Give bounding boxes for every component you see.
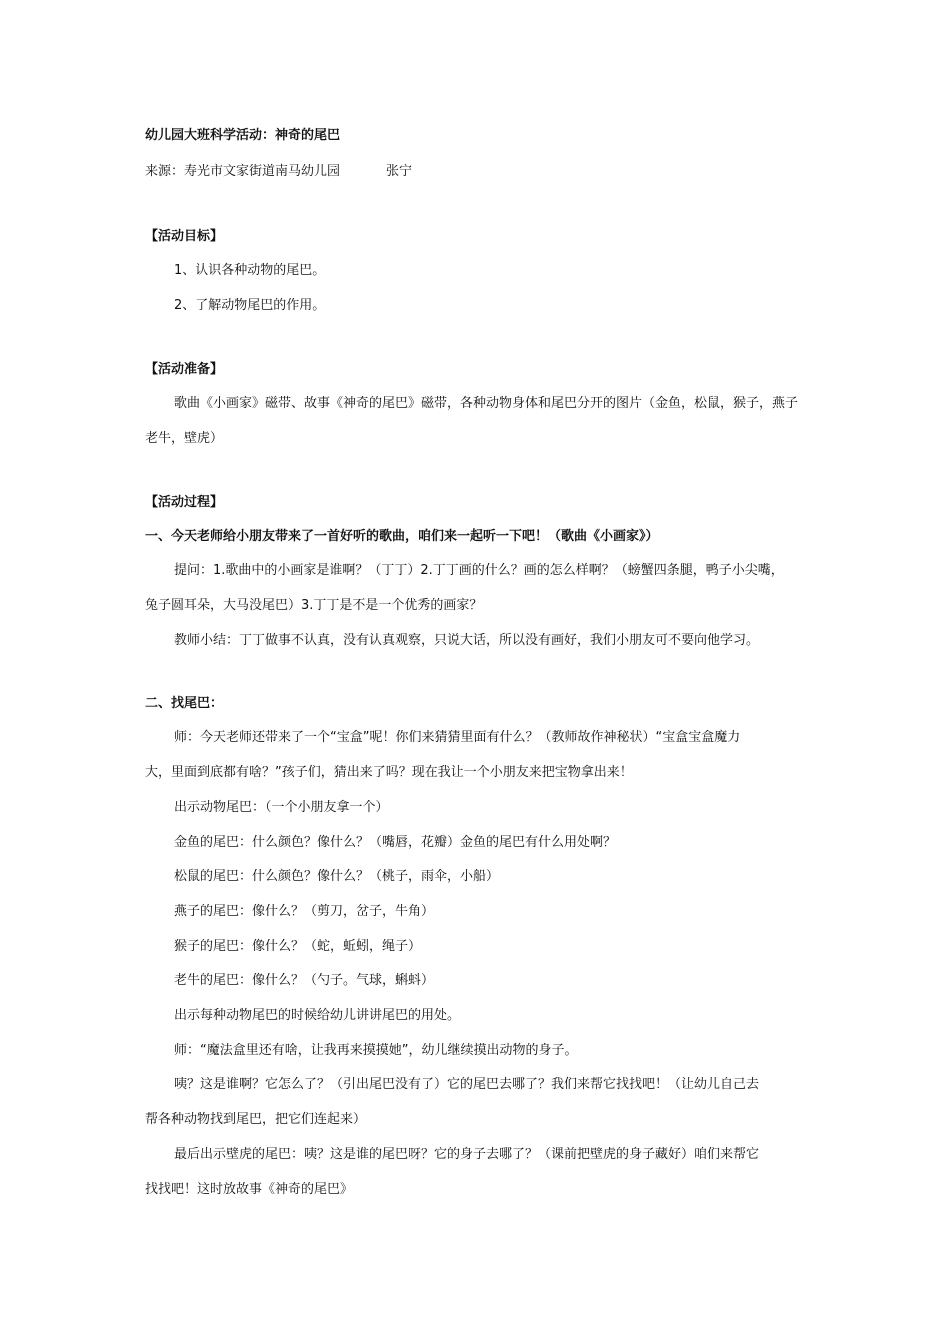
paragraph-line: 大，里面到底都有啥？”孩子们，猜出来了吗？现在我让一个小朋友来把宝物拿出来！ bbox=[145, 765, 633, 780]
section1-heading: 一、今天老师给小朋友带来了一首好听的歌曲，咱们来一起听一下吧！（歌曲《小画家》） bbox=[145, 529, 659, 544]
goal-item: 1、认识各种动物的尾巴。 bbox=[174, 263, 326, 278]
preparation-text: 老牛，壁虎） bbox=[145, 431, 224, 446]
document-title: 幼儿园大班科学活动：神奇的尾巴 bbox=[145, 128, 341, 143]
author-name: 张宁 bbox=[386, 164, 413, 179]
paragraph-line: 兔子圆耳朵，大马没尾巴）3.丁丁是不是一个优秀的画家？ bbox=[145, 598, 483, 613]
preparation-text: 歌曲《小画家》磁带、故事《神奇的尾巴》磁带，各种动物身体和尾巴分开的图片（金鱼，松鼠，猴子，燕子 bbox=[174, 396, 799, 411]
goal-item: 2、了解动物尾巴的作用。 bbox=[174, 298, 326, 313]
paragraph-line: 师：“魔法盒里还有啥，让我再来摸摸她”，幼儿继续摸出动物的身子。 bbox=[174, 1043, 578, 1058]
process-heading: 【活动过程】 bbox=[145, 495, 224, 510]
paragraph-line: 出示每种动物尾巴的时候给幼儿讲讲尾巴的用处。 bbox=[174, 1008, 461, 1023]
paragraph-line: 最后出示壁虎的尾巴：咦？这是谁的尾巴呀？它的身子去哪了？（课前把壁虎的身子藏好）咱们来帮它 bbox=[174, 1147, 760, 1162]
paragraph-line: 老牛的尾巴：像什么？（勺子。气球，蝌蚪） bbox=[174, 973, 435, 988]
paragraph-line: 猴子的尾巴：像什么？（蛇，蚯蚓，绳子） bbox=[174, 939, 422, 954]
paragraph-line: 帮各种动物找到尾巴，把它们连起来） bbox=[145, 1112, 367, 1127]
paragraph-line: 松鼠的尾巴：什么颜色？像什么？（桃子，雨伞，小船） bbox=[174, 869, 500, 884]
section2-heading: 二、找尾巴： bbox=[145, 696, 224, 711]
paragraph-line: 教师小结：丁丁做事不认真，没有认真观察，只说大话，所以没有画好，我们小朋友可不要向他学习。 bbox=[174, 633, 760, 648]
paragraph-line: 找找吧！这时放故事《神奇的尾巴》 bbox=[145, 1182, 354, 1197]
source-line bbox=[145, 163, 412, 181]
preparation-heading: 【活动准备】 bbox=[145, 362, 224, 377]
paragraph-line: 燕子的尾巴：像什么？（剪刀，岔子，牛角） bbox=[174, 904, 435, 919]
paragraph-line: 咦？这是谁啊？它怎么了？（引出尾巴没有了）它的尾巴去哪了？我们来帮它找找吧！（让幼儿自己去 bbox=[174, 1077, 760, 1092]
goals-heading: 【活动目标】 bbox=[145, 229, 224, 244]
paragraph-line: 出示动物尾巴：（一个小朋友拿一个） bbox=[174, 800, 389, 815]
source-label: 来源：寿光市文家街道南马幼儿园 bbox=[145, 164, 341, 179]
paragraph-line: 提问：1.歌曲中的小画家是谁啊？（丁丁）2.丁丁画的什么？画的怎么样啊？（螃蟹四条腿，鸭子小尖嘴， bbox=[174, 563, 784, 578]
paragraph-line: 师：今天老师还带来了一个“宝盒”呢！你们来猜猜里面有什么？（教师故作神秘状）“宝盒宝盒魔力 bbox=[174, 730, 741, 745]
paragraph-line: 金鱼的尾巴：什么颜色？像什么？（嘴唇，花瓣）金鱼的尾巴有什么用处啊？ bbox=[174, 835, 617, 850]
